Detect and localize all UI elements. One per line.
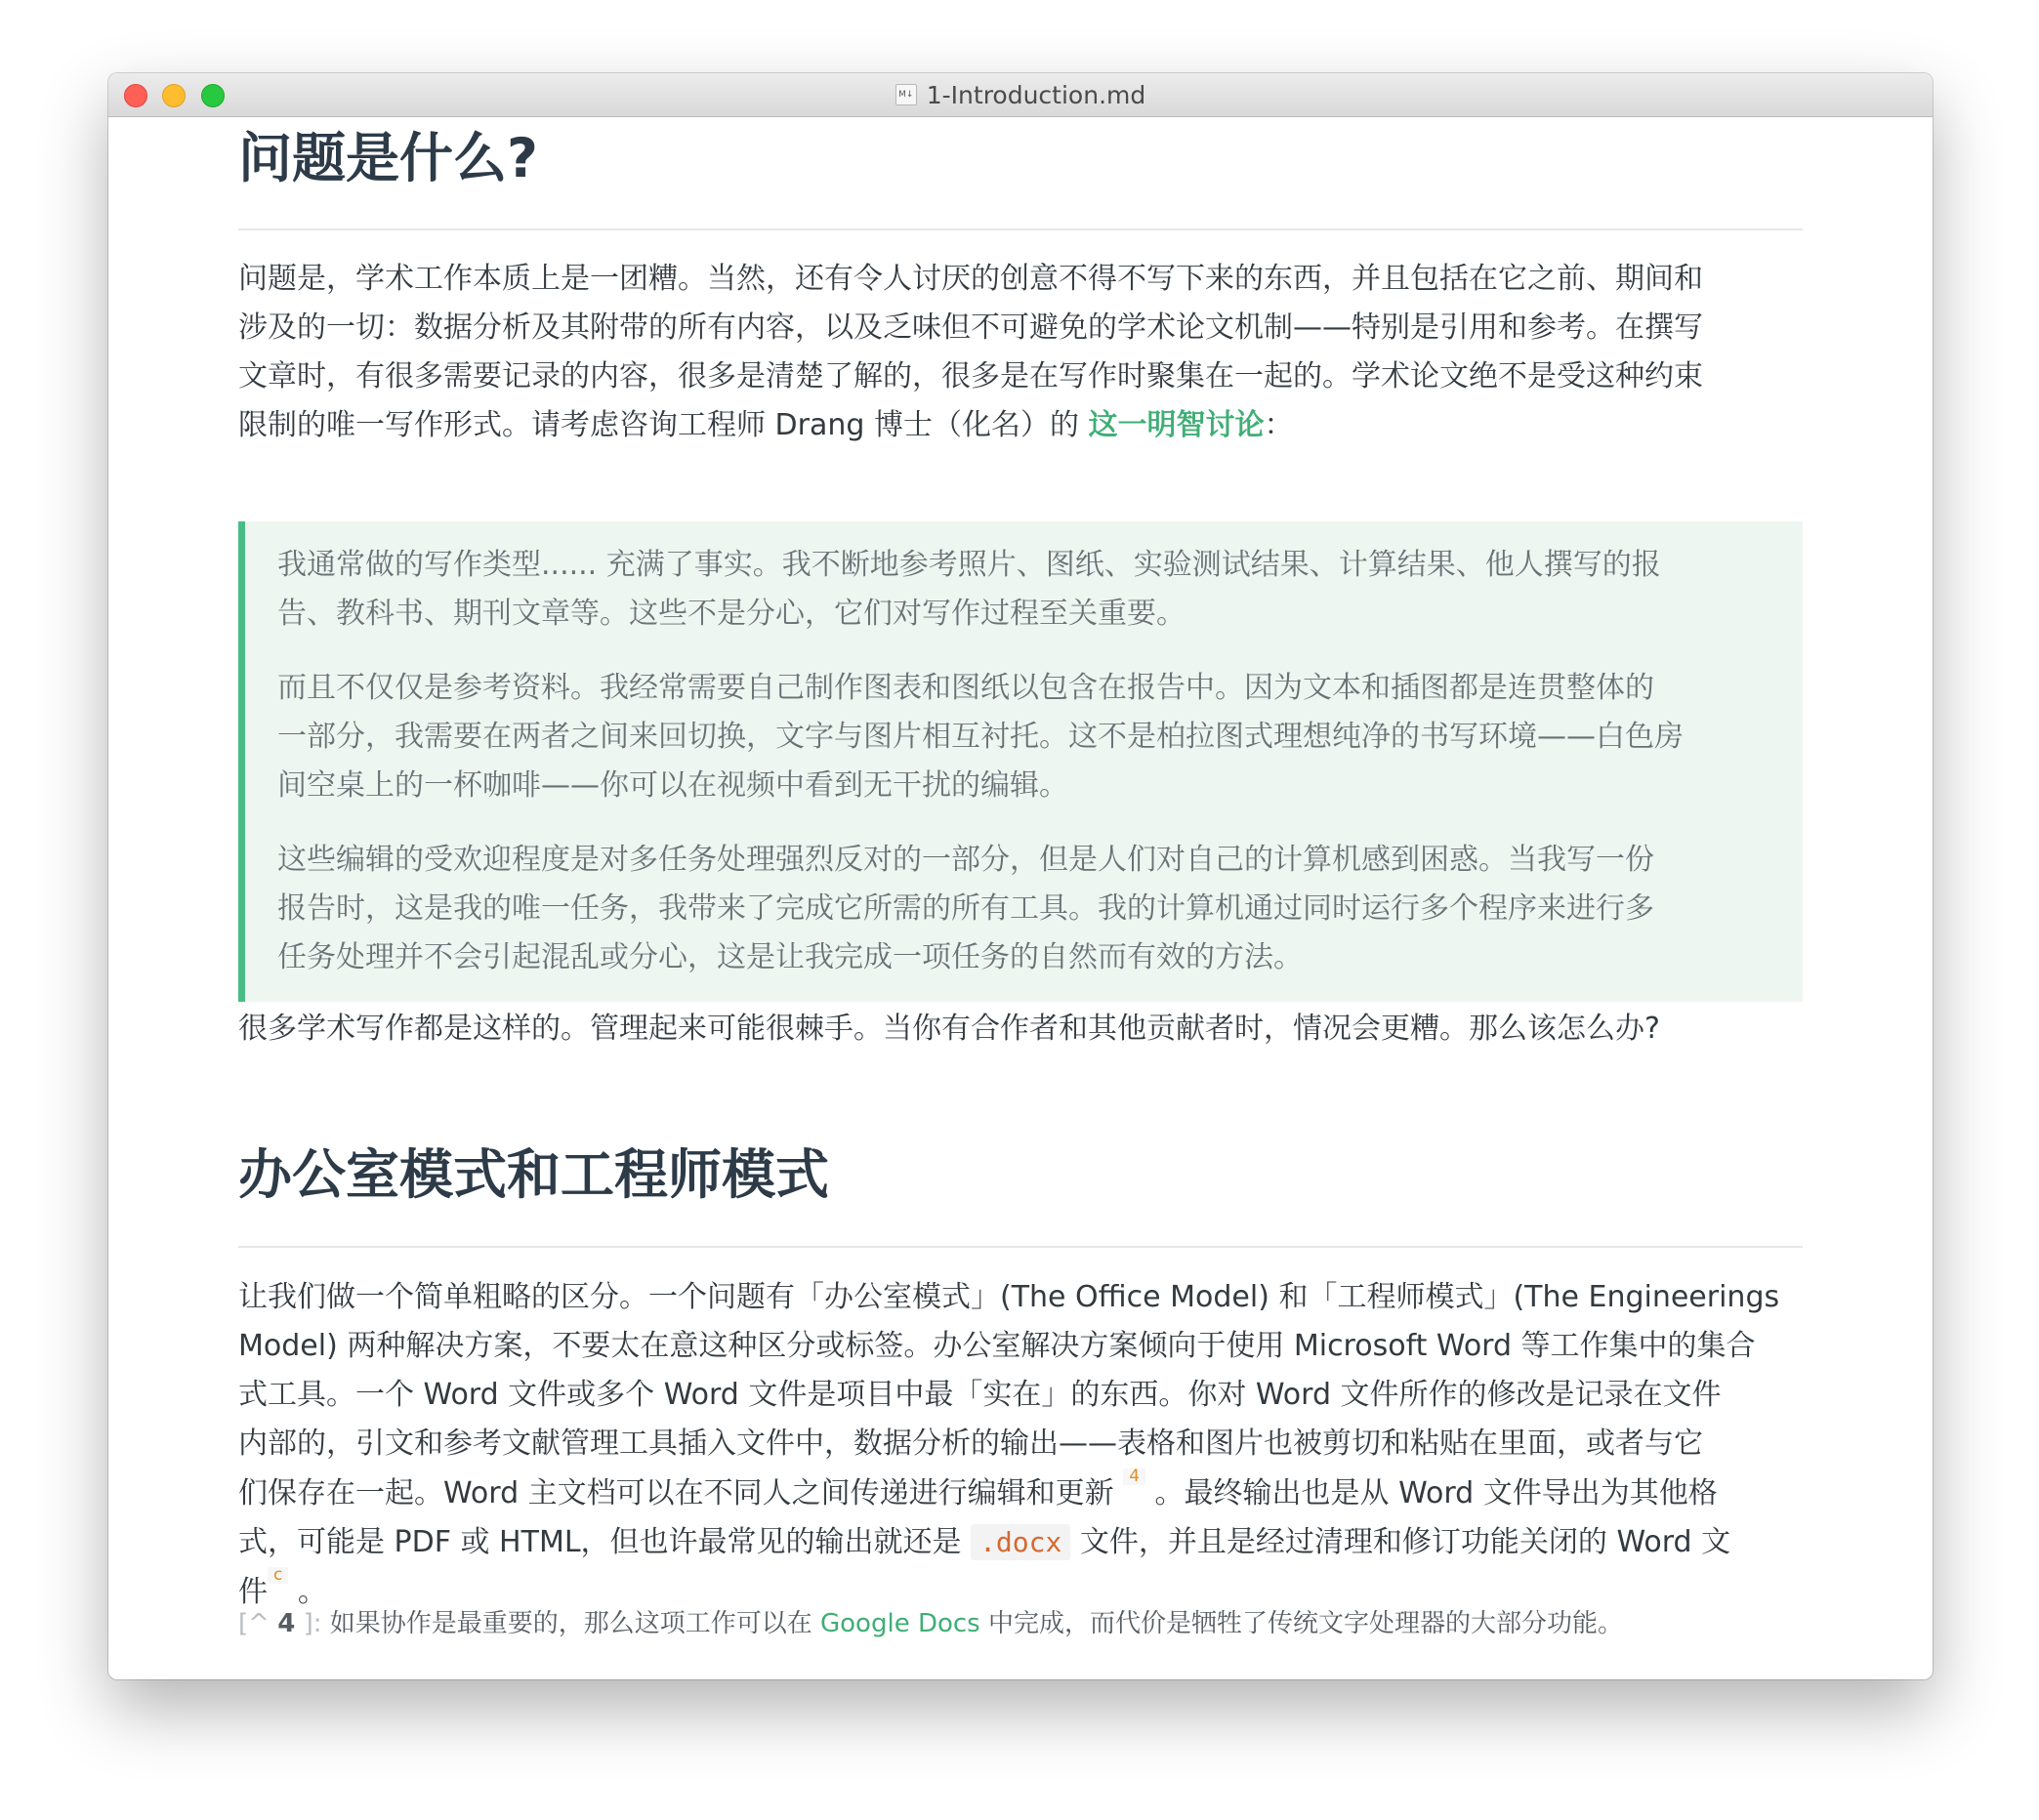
quote-line: 一部分，我需要在两者之间来回切换，文字与图片相互衬托。这不是柏拉图式理想纯净的书写环境——白色房 (277, 720, 1684, 754)
footnote-close-bracket: ]: (303, 1609, 322, 1638)
paragraph-text: 式，可能是 PDF 或 HTML，但也许最常见的输出就还是 (238, 1525, 972, 1559)
footnote-number: 4 (277, 1609, 296, 1638)
inline-code-docx: .docx (971, 1524, 1070, 1560)
models-paragraph (238, 1273, 1803, 1617)
editor-window (108, 73, 1933, 1679)
quote-line: 我通常做的写作类型...... 充满了事实。我不断地参考照片、图纸、实验测试结果、计算结果、他人撰写的报 (277, 548, 1661, 582)
intro-paragraph (238, 255, 1803, 450)
paragraph-line: 式工具。一个 Word 文件或多个 Word 文件是项目中最「实在」的东西。你对 Word 文件所作的修改是记录在文件 (238, 1378, 1722, 1412)
heading-divider (238, 228, 1803, 230)
quote-line: 任务处理并不会引起混乱或分心，这是让我完成一项任务的自然而有效的方法。 (277, 940, 1303, 974)
window-title-group (108, 73, 1933, 116)
footnote-definition (238, 1604, 1803, 1643)
paragraph-text: 文件，并且是经过清理和修订功能关闭的 Word 文 (1070, 1525, 1731, 1559)
heading-divider (238, 1246, 1803, 1248)
paragraph-line: Model) 两种解决方案，不要太在意这种区分或标签。办公室解决方案倾向于使用 Microsoft Word 等工作集中的集合 (238, 1329, 1756, 1363)
paragraph-line: 问题是，学术工作本质上是一团糟。当然，还有令人讨厌的创意不得不写下来的东西，并且包括在它之前、期间和 (238, 262, 1703, 296)
paragraph-text: 。 (288, 1575, 327, 1609)
footnote-reference-4[interactable]: 4 (1123, 1468, 1145, 1485)
google-docs-link[interactable]: Google Docs (820, 1609, 980, 1638)
paragraph-text: 们保存在一起。Word 主文档可以在不同人之间传递进行编辑和更新 (238, 1476, 1124, 1510)
heading-office-vs-engineering-model: 办公室模式和工程师模式 (238, 1143, 830, 1206)
paragraph-text: ： (1264, 408, 1294, 442)
window-title: 1-Introduction.md (926, 80, 1146, 109)
heading-what-is-the-problem: 问题是什么? (238, 127, 538, 189)
paragraph-line: 文章时，有很多需要记录的内容，很多是清楚了解的，很多是在写作时聚集在一起的。学术论文绝不是受这种约束 (238, 359, 1703, 393)
paragraph-line: 让我们做一个简单粗略的区分。一个问题有「办公室模式」(The Office Model) 和「工程师模式」(The Engineerings (238, 1280, 1780, 1314)
quote-line: 这些编辑的受欢迎程度是对多任务处理强烈反对的一部分，但是人们对自己的计算机感到困惑。当我写一份 (277, 843, 1654, 877)
paragraph-line: 内部的，引文和参考文献管理工具插入文件中，数据分析的输出——表格和图片也被剪切和粘贴在里面，或者与它 (238, 1427, 1703, 1461)
paragraph-line (238, 1468, 1803, 1518)
paragraph-line: 涉及的一切：数据分析及其附带的所有内容，以及乏味但不可避免的学术论文机制——特别是引用和参考。在撰写 (238, 310, 1703, 345)
quote-line: 间空桌上的一杯咖啡——你可以在视频中看到无干扰的编辑。 (277, 768, 1068, 803)
follow-up-paragraph: 很多学术写作都是这样的。管理起来可能很棘手。当你有合作者和其他贡献者时，情况会更糟。那么该怎么办? (238, 1012, 1660, 1046)
paragraph-line (238, 1518, 1803, 1567)
footnote-text: 中完成，而代价是牺牲了传统文字处理器的大部分功能。 (979, 1609, 1623, 1638)
quote-line: 报告时，这是我的唯一任务，我带来了完成它所需的所有工具。我的计算机通过同时运行多个程序来进行多 (277, 891, 1654, 926)
blockquote (238, 521, 1803, 1002)
quote-line: 告、教科书、期刊文章等。这些不是分心，它们对写作过程至关重要。 (277, 597, 1186, 631)
title-bar[interactable] (108, 73, 1933, 117)
discussion-link[interactable]: 这一明智讨论 (1088, 408, 1265, 442)
quote-line: 而且不仅仅是参考资料。我经常需要自己制作图表和图纸以包含在报告中。因为文本和插图都是连贯整体的 (277, 671, 1654, 705)
footnote-open-bracket: [^ (238, 1609, 270, 1638)
paragraph-text: 。最终输出也是从 Word 文件导出为其他格 (1145, 1476, 1718, 1510)
paragraph-text: 限制的唯一写作形式。请考虑咨询工程师 Drang 博士（化名）的 (238, 408, 1089, 442)
paragraph-line (238, 401, 1803, 450)
footnote-reference-c[interactable]: c (268, 1567, 288, 1584)
paragraph-text: 件 (238, 1575, 268, 1609)
footnote-text: 如果协作是最重要的，那么这项工作可以在 (321, 1609, 820, 1638)
quote-spacer (277, 810, 1769, 836)
markdown-document-icon[interactable]: M↓ (895, 84, 917, 105)
quote-spacer (277, 639, 1769, 664)
